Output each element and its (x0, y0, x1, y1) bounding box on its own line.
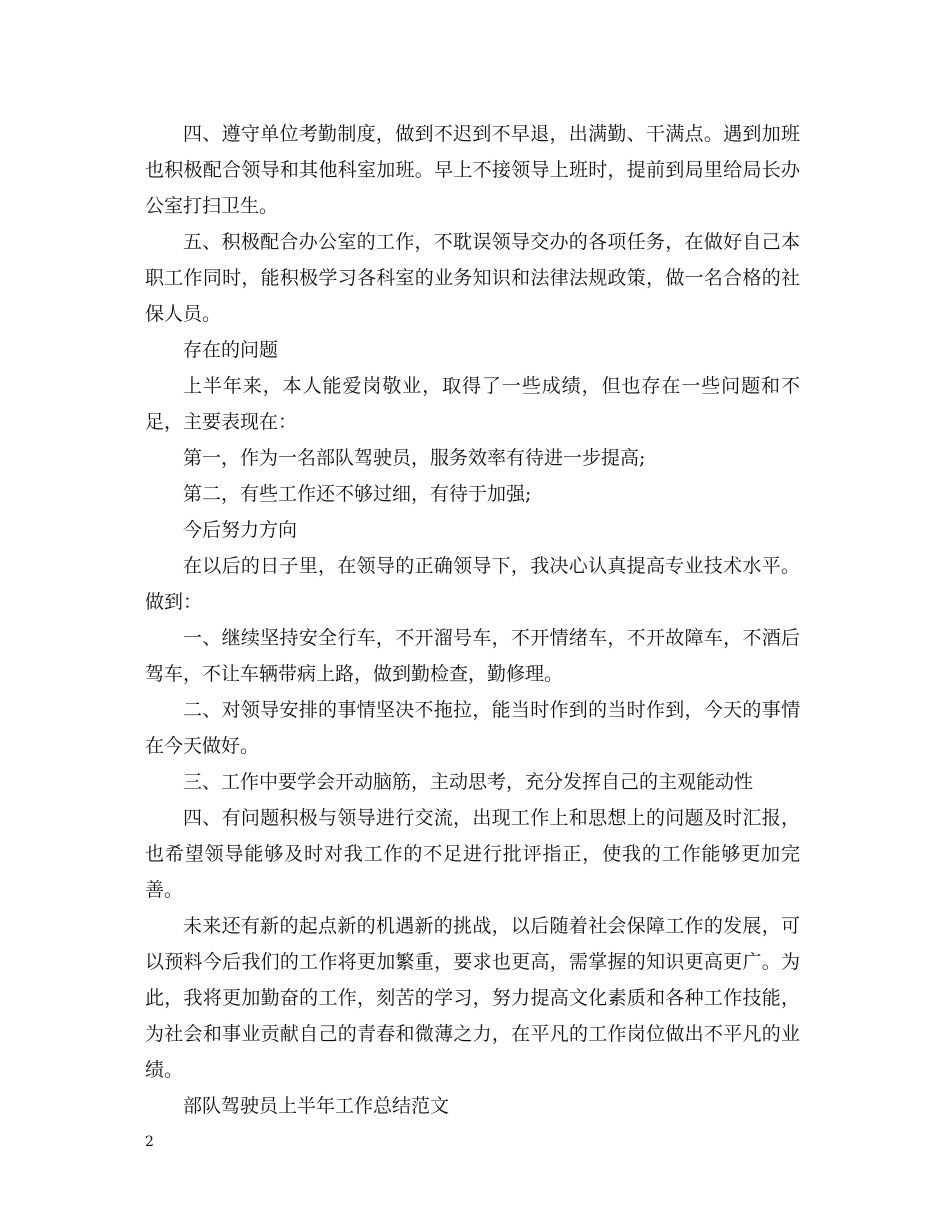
section-heading-direction: 今后努力方向 (183, 519, 298, 541)
section-heading-problems: 存在的问题 (183, 339, 279, 361)
paragraph-future: 未来还有新的起点新的机遇新的挑战，以后随着社会保障工作的发展，可以预料今后我们的工作将更加繁重，要求也更高，需掌握的知识更高更广。为此，我将更加勤奋的工作，刻苦的学习，努力提高文化素质和各种工作技能，为社会和事业贡献自己的青春和微薄之力，在平凡的工作岗位做出不平凡的业绩。 (145, 915, 800, 1081)
paragraph-problems-intro: 上半年来，本人能爱岗敬业，取得了一些成绩，但也存在一些问题和不足，主要表现在： (145, 375, 800, 433)
paragraph-goal-three: 三、工作中要学会开动脑筋，主动思考，充分发挥自己的主观能动性 (183, 771, 754, 793)
paragraph-direction-intro: 在以后的日子里，在领导的正确领导下，我决心认真提高专业技术水平。做到： (145, 555, 800, 613)
paragraph-problem-two: 第二，有些工作还不够过细，有待于加强; (183, 483, 532, 505)
paragraph-goal-four: 四、有问题积极与领导进行交流，出现工作上和思想上的问题及时汇报，也希望领导能够及时对我工作的不足进行批评指正，使我的工作能够更加完善。 (145, 807, 800, 901)
paragraph-title-reference: 部队驾驶员上半年工作总结范文 (183, 1095, 450, 1117)
paragraph-problem-one: 第一，作为一名部队驾驶员，服务效率有待进一步提高; (183, 447, 646, 469)
document-body (145, 116, 800, 1124)
paragraph-office-cooperation: 五、积极配合办公室的工作，不耽误领导交办的各项任务，在做好自己本职工作同时，能积极学习各科室的业务知识和法律法规政策，做一名合格的社保人员。 (145, 231, 800, 325)
page-number: 2 (145, 1134, 154, 1150)
paragraph-attendance: 四、遵守单位考勤制度，做到不迟到不早退，出满勤、干满点。遇到加班也积极配合领导和其他科室加班。早上不接领导上班时，提前到局里给局长办公室打扫卫生。 (145, 123, 800, 217)
paragraph-goal-two: 二、对领导安排的事情坚决不拖拉，能当时作到的当时作到，今天的事情在今天做好。 (145, 699, 800, 757)
paragraph-goal-one: 一、继续坚持安全行车，不开溜号车，不开情绪车，不开故障车，不酒后驾车，不让车辆带病上路，做到勤检查，勤修理。 (145, 627, 800, 685)
